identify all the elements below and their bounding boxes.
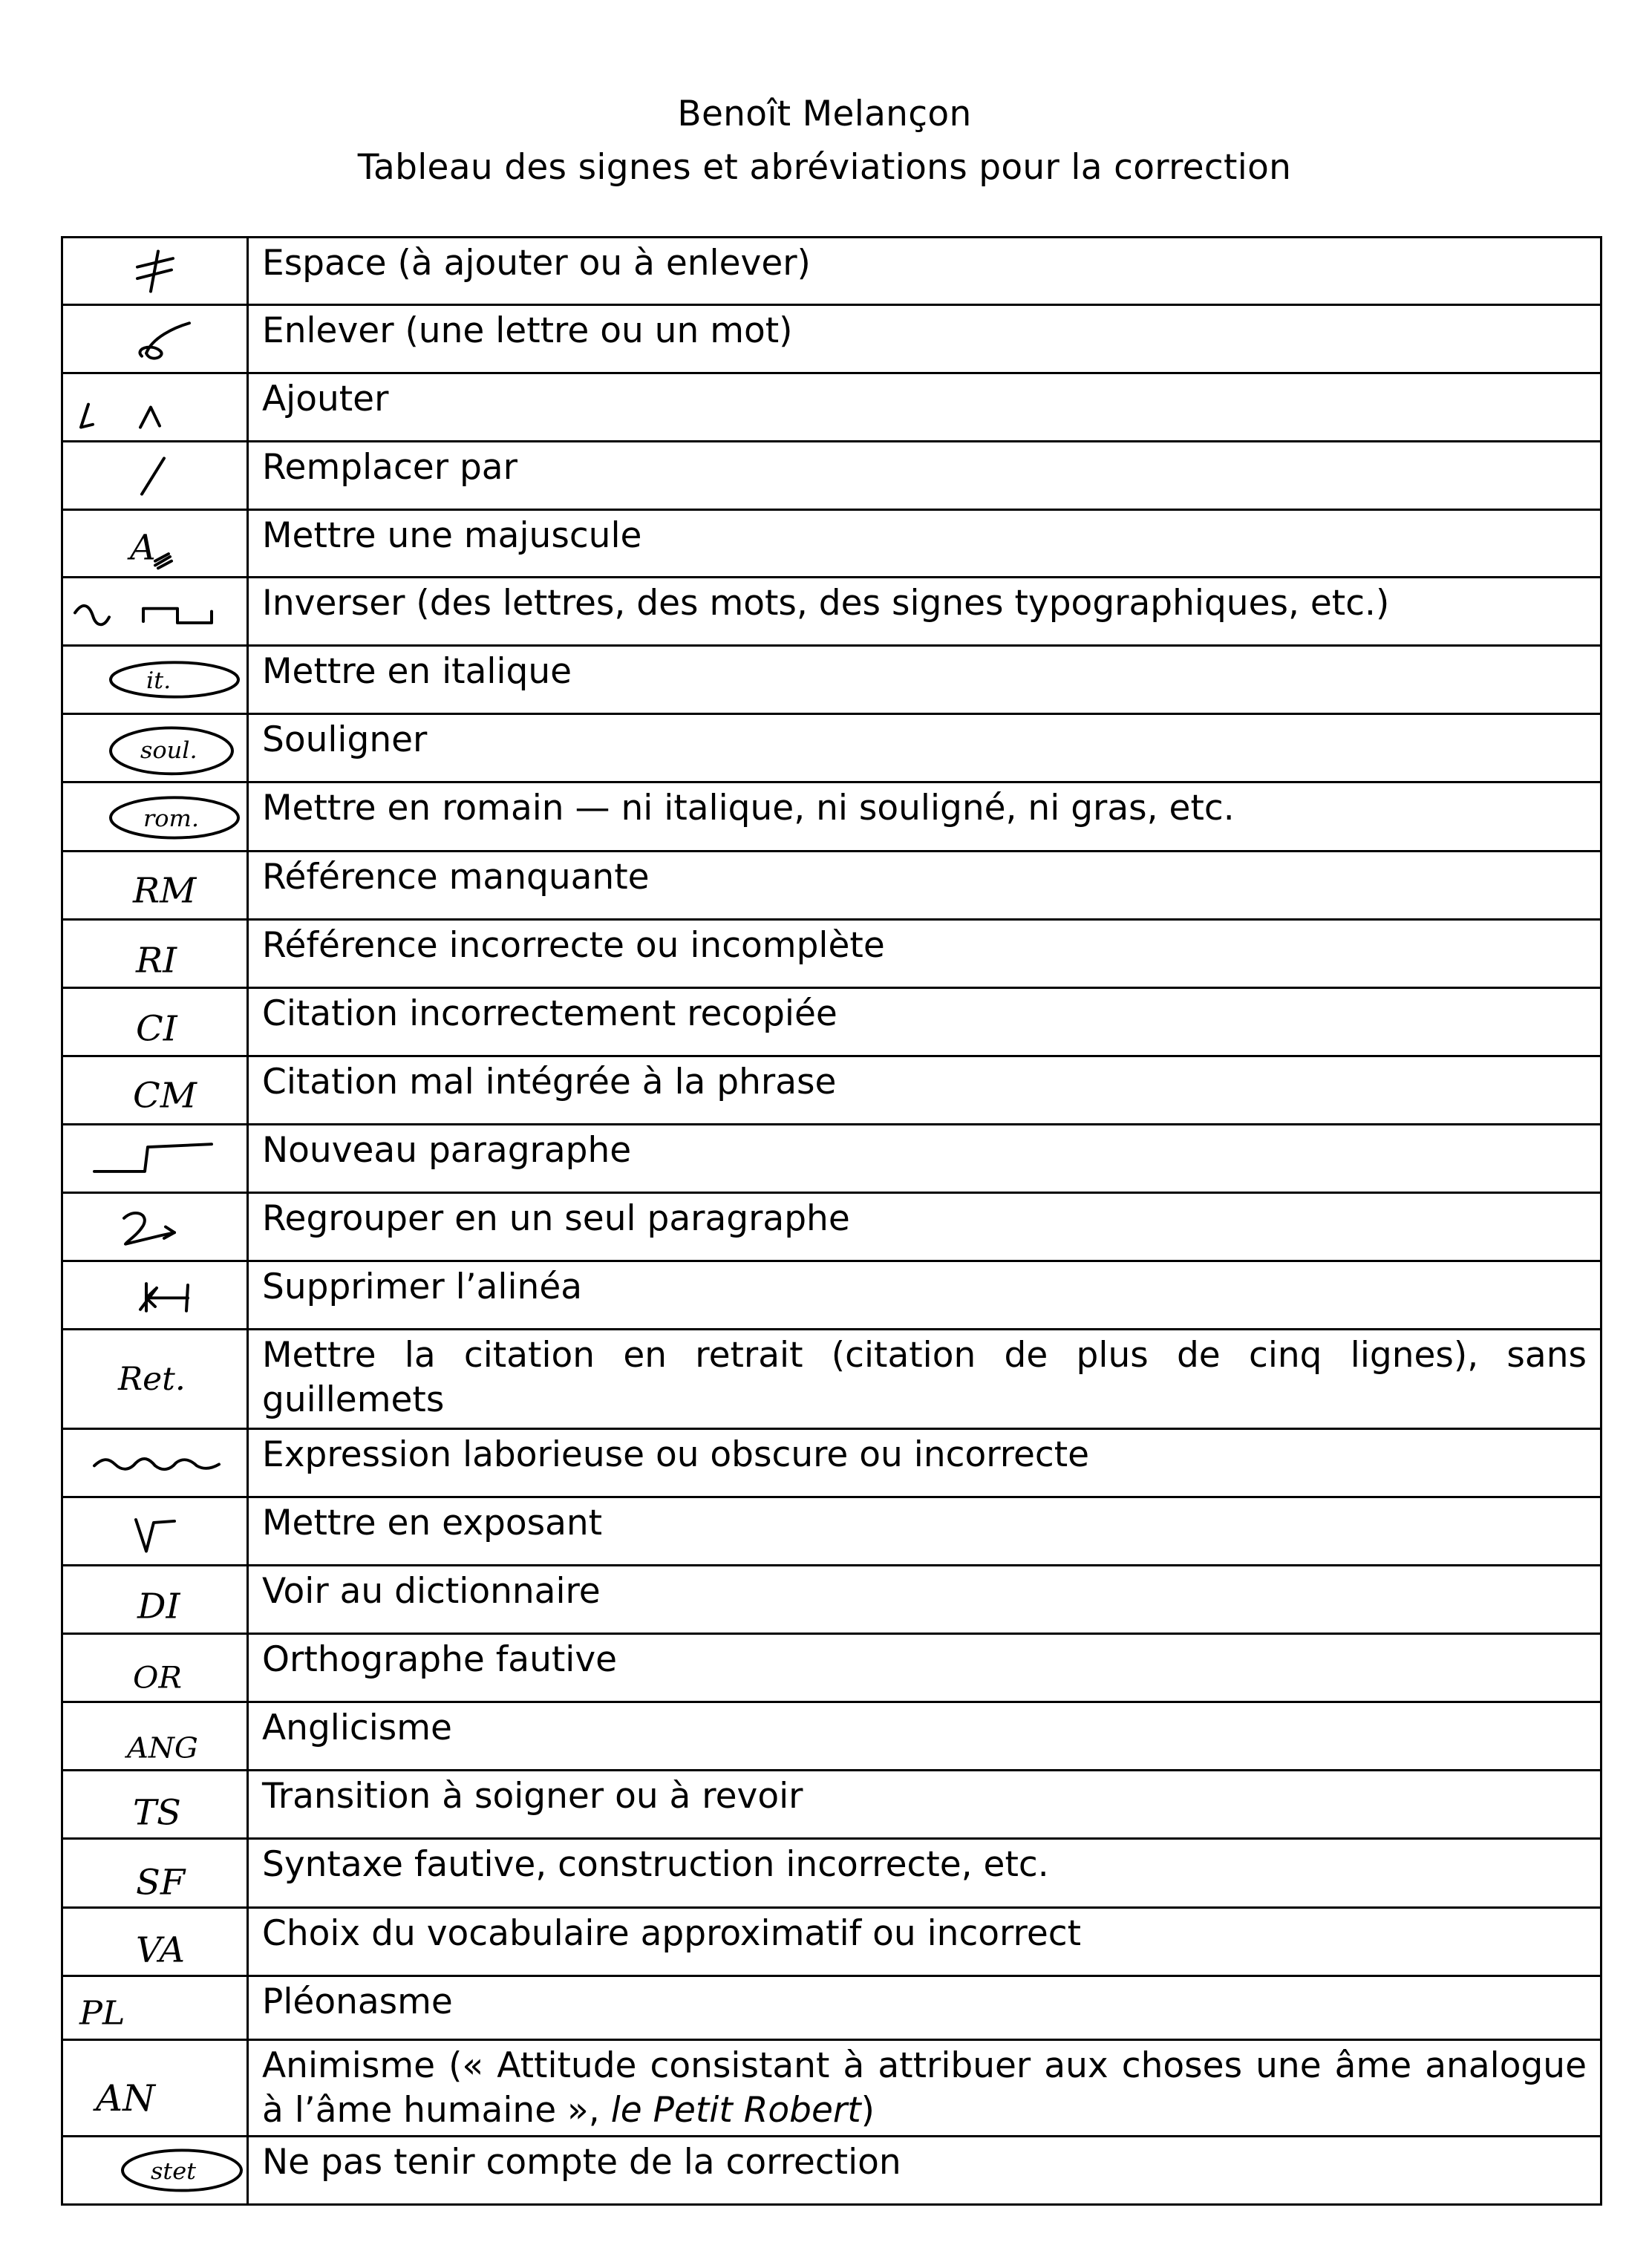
dictionary-abbrev [62,1566,248,1634]
italic-sign-icon [62,646,248,714]
row-description: Orthographe fautive [248,1634,1601,1702]
row-description: Pléonasme [248,1976,1601,2040]
replace-sign-icon [62,442,248,510]
table-row [62,988,1601,1056]
table-row [62,2040,1601,2137]
table-row [62,1261,1601,1330]
transpose-sign-icon [62,578,248,646]
syntax-abbrev [62,1839,248,1908]
table-row [62,578,1601,646]
table-row [62,1330,1601,1429]
row-description: Transition à soigner ou à revoir [248,1771,1601,1839]
wavy-line-sign-icon [62,1429,248,1497]
table-row [62,510,1601,578]
underline-sign-icon [62,714,248,782]
table-row [62,305,1601,373]
stet-sign-icon [62,2137,248,2205]
cm-label: CM [133,1076,197,1117]
table-row [62,852,1601,920]
table-row [62,1976,1601,2040]
table-row [62,1125,1601,1193]
table-row [62,1566,1601,1634]
table-row [62,2137,1601,2205]
table-row [62,442,1601,510]
citation-incorrect-abbrev [62,988,248,1056]
delete-sign-icon [62,305,248,373]
va-label: VA [136,1930,186,1971]
document-title: Tableau des signes et abréviations pour la correction [357,147,1292,188]
row-description: Mettre en exposant [248,1497,1601,1566]
animism-abbrev [62,2040,248,2137]
indent-citation-abbrev [62,1330,248,1429]
row-description: Référence manquante [248,852,1601,920]
table-row [62,1771,1601,1839]
table-row [62,920,1601,988]
underline-label: soul. [140,737,197,764]
table-row [62,1056,1601,1125]
pl-label: PL [79,1993,125,2033]
capital-letter: A [130,528,156,569]
table-row [62,238,1601,305]
row-description: Supprimer l’alinéa [248,1261,1601,1330]
an-label: AN [96,2076,155,2120]
correction-signs-table [61,236,1602,2206]
row-description: Remplacer par [248,442,1601,510]
vocabulary-abbrev [62,1908,248,1976]
superscript-sign-icon [62,1497,248,1566]
table-row [62,373,1601,442]
capital-sign-icon [62,510,248,578]
join-paragraph-sign-icon [62,1193,248,1261]
table-row [62,1497,1601,1566]
di-label: DI [137,1586,180,1627]
animism-definition: Animisme (« Attitude consistant à attribuer aux choses une âme analogue à l’âme humaine », [262,2045,1587,2131]
table-row [62,782,1601,852]
row-description: Anglicisme [248,1702,1601,1771]
insert-sign-icon [62,373,248,442]
table-row [62,646,1601,714]
row-description: Regrouper en un seul paragraphe [248,1193,1601,1261]
row-description [248,2040,1601,2137]
row-description: Ne pas tenir compte de la correction [248,2137,1601,2205]
table-row [62,1908,1601,1976]
ri-label: RI [136,941,177,981]
ret-label: Ret. [118,1361,186,1399]
ang-label: ANG [127,1731,198,1765]
citation-misintegrated-abbrev [62,1056,248,1125]
row-description: Syntaxe fautive, construction incorrecte, etc. [248,1839,1601,1908]
new-paragraph-sign-icon [62,1125,248,1193]
roman-label: rom. [143,805,200,832]
row-description: Ajouter [248,373,1601,442]
rm-label: RM [133,871,197,912]
row-description: Mettre une majuscule [248,510,1601,578]
remove-indent-sign-icon [62,1261,248,1330]
row-description: Citation mal intégrée à la phrase [248,1056,1601,1125]
document-header [0,88,1649,195]
row-description: Mettre en italique [248,646,1601,714]
table-row [62,714,1601,782]
ts-label: TS [133,1793,181,1834]
author-name: Benoît Melançon [677,94,972,134]
table-row [62,1634,1601,1702]
roman-sign-icon [62,782,248,852]
reference-missing-abbrev [62,852,248,920]
table-row [62,1193,1601,1261]
row-description: Voir au dictionnaire [248,1566,1601,1634]
row-description: Mettre la citation en retrait (citation de plus de cinq lignes), sans guillemets [248,1330,1601,1429]
reference-incorrect-abbrev [62,920,248,988]
ci-label: CI [136,1009,177,1050]
anglicism-abbrev [62,1702,248,1771]
row-description: Citation incorrectement recopiée [248,988,1601,1056]
row-description: Inverser (des lettres, des mots, des signes typographiques, etc.) [248,578,1601,646]
table-row [62,1429,1601,1497]
table-row [62,1839,1601,1908]
dictionary-reference: le Petit Robert [610,2090,861,2131]
row-description: Enlever (une lettre ou un mot) [248,305,1601,373]
row-description: Référence incorrecte ou incomplète [248,920,1601,988]
row-description: Espace (à ajouter ou à enlever) [248,238,1601,305]
orthography-abbrev [62,1634,248,1702]
sf-label: SF [136,1863,186,1903]
italic-label: it. [146,667,172,694]
or-label: OR [133,1660,183,1696]
table-row [62,1702,1601,1771]
animism-closing: ) [861,2090,875,2131]
pleonasm-abbrev [62,1976,248,2040]
row-description: Nouveau paragraphe [248,1125,1601,1193]
row-description: Expression laborieuse ou obscure ou incorrecte [248,1429,1601,1497]
stet-label: stet [151,2158,197,2185]
row-description: Mettre en romain — ni italique, ni souligné, ni gras, etc. [248,782,1601,852]
transition-abbrev [62,1771,248,1839]
space-sign-icon [62,238,248,305]
row-description: Souligner [248,714,1601,782]
row-description: Choix du vocabulaire approximatif ou incorrect [248,1908,1601,1976]
